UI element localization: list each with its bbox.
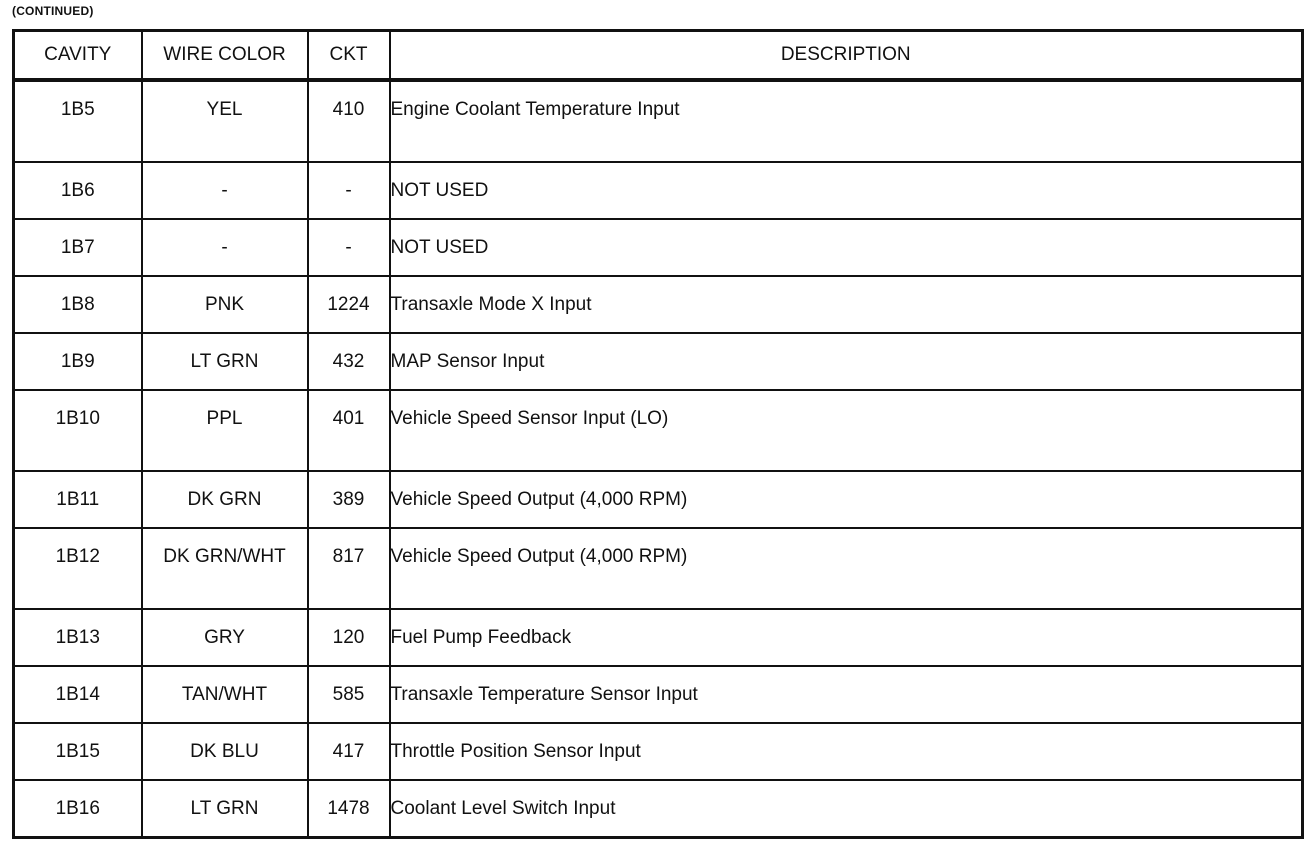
cell-wire-color: PNK: [142, 276, 308, 333]
cell-cavity: 1B8: [14, 276, 142, 333]
cell-ckt: 585: [308, 666, 390, 723]
continued-note: (CONTINUED): [12, 4, 94, 18]
cell-cavity: 1B16: [14, 780, 142, 838]
cell-wire-color: LT GRN: [142, 780, 308, 838]
cell-ckt: 432: [308, 333, 390, 390]
table-body: [14, 80, 1303, 838]
cell-cavity: 1B15: [14, 723, 142, 780]
cell-wire-color: -: [142, 162, 308, 219]
table-row: [14, 780, 1303, 838]
cell-cavity: 1B12: [14, 528, 142, 609]
cell-wire-color: DK GRN/WHT: [142, 528, 308, 609]
column-header-description: DESCRIPTION: [390, 31, 1303, 81]
cell-cavity: 1B13: [14, 609, 142, 666]
cell-cavity: 1B11: [14, 471, 142, 528]
cell-description: Coolant Level Switch Input: [390, 780, 1303, 838]
table-row: [14, 609, 1303, 666]
table-row: [14, 276, 1303, 333]
cell-ckt: 410: [308, 80, 390, 162]
cell-ckt: 1224: [308, 276, 390, 333]
cell-cavity: 1B10: [14, 390, 142, 471]
cell-description: Vehicle Speed Output (4,000 RPM): [390, 471, 1303, 528]
cell-ckt: 1478: [308, 780, 390, 838]
cell-ckt: 817: [308, 528, 390, 609]
cell-description: NOT USED: [390, 162, 1303, 219]
cell-cavity: 1B5: [14, 80, 142, 162]
table-row: [14, 219, 1303, 276]
cell-description: Transaxle Mode X Input: [390, 276, 1303, 333]
cell-description: Fuel Pump Feedback: [390, 609, 1303, 666]
column-header-ckt: CKT: [308, 31, 390, 81]
cell-wire-color: GRY: [142, 609, 308, 666]
table-row: [14, 471, 1303, 528]
cell-cavity: 1B7: [14, 219, 142, 276]
column-header-cavity: CAVITY: [14, 31, 142, 81]
cell-description: Throttle Position Sensor Input: [390, 723, 1303, 780]
table-row: [14, 390, 1303, 471]
cell-wire-color: PPL: [142, 390, 308, 471]
cell-wire-color: TAN/WHT: [142, 666, 308, 723]
table-row: [14, 723, 1303, 780]
cell-description: MAP Sensor Input: [390, 333, 1303, 390]
connector-pinout-table: [12, 29, 1304, 839]
cell-ckt: 389: [308, 471, 390, 528]
cell-cavity: 1B6: [14, 162, 142, 219]
table-row: [14, 80, 1303, 162]
table-row: [14, 162, 1303, 219]
cell-cavity: 1B9: [14, 333, 142, 390]
cell-wire-color: YEL: [142, 80, 308, 162]
cell-description: Transaxle Temperature Sensor Input: [390, 666, 1303, 723]
cell-ckt: -: [308, 162, 390, 219]
column-header-wire-color: WIRE COLOR: [142, 31, 308, 81]
cell-description: Vehicle Speed Output (4,000 RPM): [390, 528, 1303, 609]
cell-wire-color: -: [142, 219, 308, 276]
table-row: [14, 666, 1303, 723]
table-row: [14, 528, 1303, 609]
cell-description: NOT USED: [390, 219, 1303, 276]
cell-wire-color: DK BLU: [142, 723, 308, 780]
table-header-row: [14, 31, 1303, 81]
cell-cavity: 1B14: [14, 666, 142, 723]
cell-wire-color: DK GRN: [142, 471, 308, 528]
table-row: [14, 333, 1303, 390]
cell-ckt: 120: [308, 609, 390, 666]
cell-description: Engine Coolant Temperature Input: [390, 80, 1303, 162]
cell-wire-color: LT GRN: [142, 333, 308, 390]
cell-description: Vehicle Speed Sensor Input (LO): [390, 390, 1303, 471]
cell-ckt: 417: [308, 723, 390, 780]
cell-ckt: -: [308, 219, 390, 276]
cell-ckt: 401: [308, 390, 390, 471]
